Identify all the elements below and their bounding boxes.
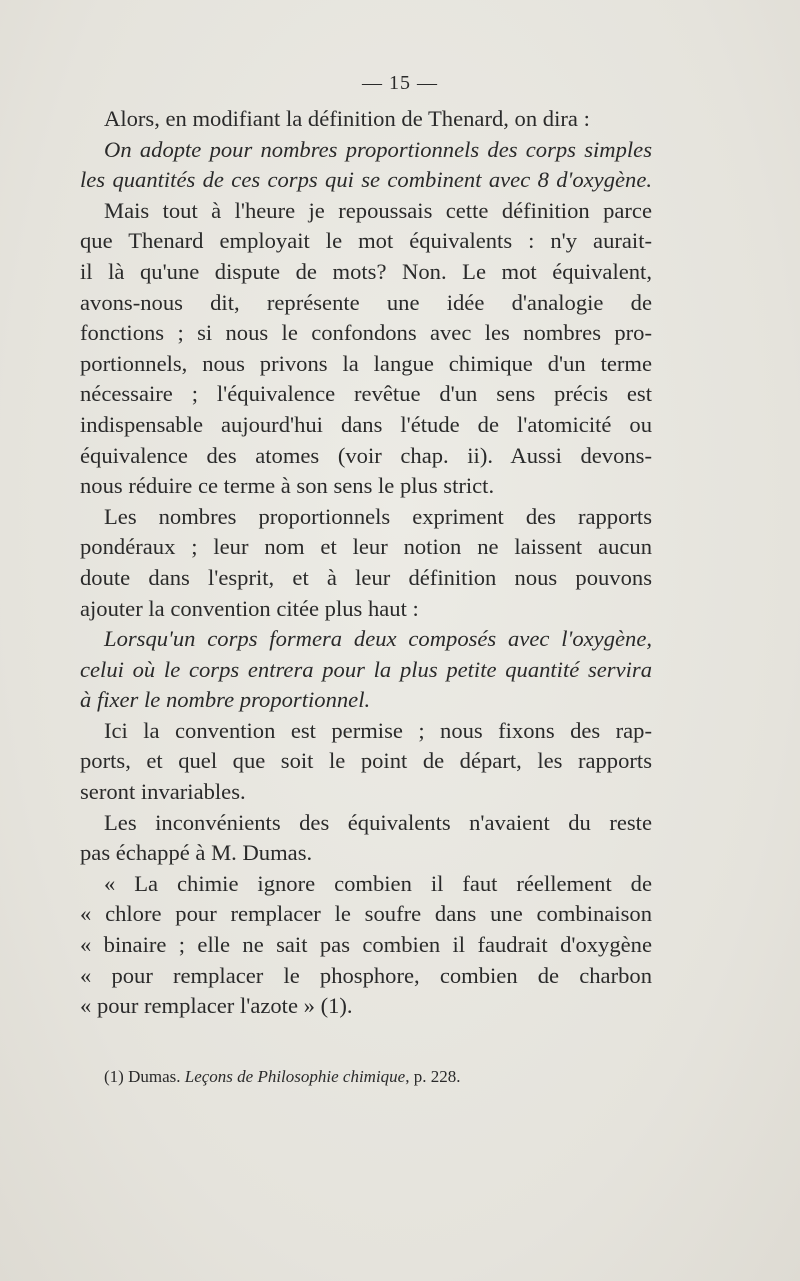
text-line: « La chimie ignore combien il faut réellement de xyxy=(104,870,652,896)
text-line: pondéraux ; leur nom et leur notion ne laissent aucun xyxy=(80,534,652,560)
text-line: équivalence des atomes (voir chap. ii). Aussi devons- xyxy=(80,442,652,468)
footnote xyxy=(104,1066,460,1088)
text-line: On adopte pour nombres proportionnels des corps simples xyxy=(104,136,652,162)
text-line: il là qu'une dispute de mots? Non. Le mot équivalent, xyxy=(80,258,652,284)
text-line: avons-nous dit, représente une idée d'analogie de xyxy=(80,289,652,315)
text-line: « binaire ; elle ne sait pas combien il faudrait d'oxygène xyxy=(80,932,652,958)
text-line: ports, et quel que soit le point de départ, les rapports xyxy=(80,748,652,774)
text-line: Les inconvénients des équivalents n'avaient du reste xyxy=(104,809,652,835)
text-line: doute dans l'esprit, et à leur définition nous pouvons xyxy=(80,564,652,590)
body-text xyxy=(80,104,652,1022)
footnote-marker: (1) Dumas. xyxy=(104,1067,185,1086)
text-line: pas échappé à M. Dumas. xyxy=(80,840,313,866)
text-line: « pour remplacer le phosphore, combien de charbon xyxy=(80,962,652,988)
text-line: Alors, en modifiant la définition de Thenard, on dira : xyxy=(104,106,590,131)
text-line: les quantités de ces corps qui se combinent avec 8 d'oxygène. xyxy=(80,167,652,193)
footnote-title: Leçons de Philosophie chimique xyxy=(184,1067,406,1086)
text-line: Mais tout à l'heure je repoussais cette définition parce xyxy=(104,197,652,223)
text-line: à fixer le nombre proportionnel. xyxy=(80,687,371,713)
text-line: Les nombres proportionnels expriment des rapports xyxy=(104,503,652,529)
text-line: Lorsqu'un corps formera deux composés avec l'oxygène, xyxy=(104,626,652,652)
text-line: portionnels, nous privons la langue chimique d'un terme xyxy=(80,350,652,376)
text-line: « pour remplacer l'azote » (1). xyxy=(80,993,353,1019)
text-line: « chlore pour remplacer le soufre dans une combinaison xyxy=(80,901,652,927)
text-line: seront invariables. xyxy=(80,779,246,805)
text-line: fonctions ; si nous le confondons avec les nombres pro- xyxy=(80,320,652,346)
footnote-rest: , p. 228. xyxy=(405,1067,461,1086)
text-line: nécessaire ; l'équivalence revêtue d'un sens précis est xyxy=(80,381,652,407)
text-line: que Thenard employait le mot équivalents : n'y aurait- xyxy=(80,228,652,254)
text-line: ajouter la convention citée plus haut : xyxy=(80,595,419,621)
text-line: nous réduire ce terme à son sens le plus strict. xyxy=(80,473,495,499)
page-number: — 15 — xyxy=(362,72,438,94)
text-line: indispensable aujourd'hui dans l'étude de l'atomicité ou xyxy=(80,411,652,437)
text-line: Ici la convention est permise ; nous fixons des rap- xyxy=(104,717,652,743)
text-line: celui où le corps entrera pour la plus petite quantité servira xyxy=(80,656,652,682)
